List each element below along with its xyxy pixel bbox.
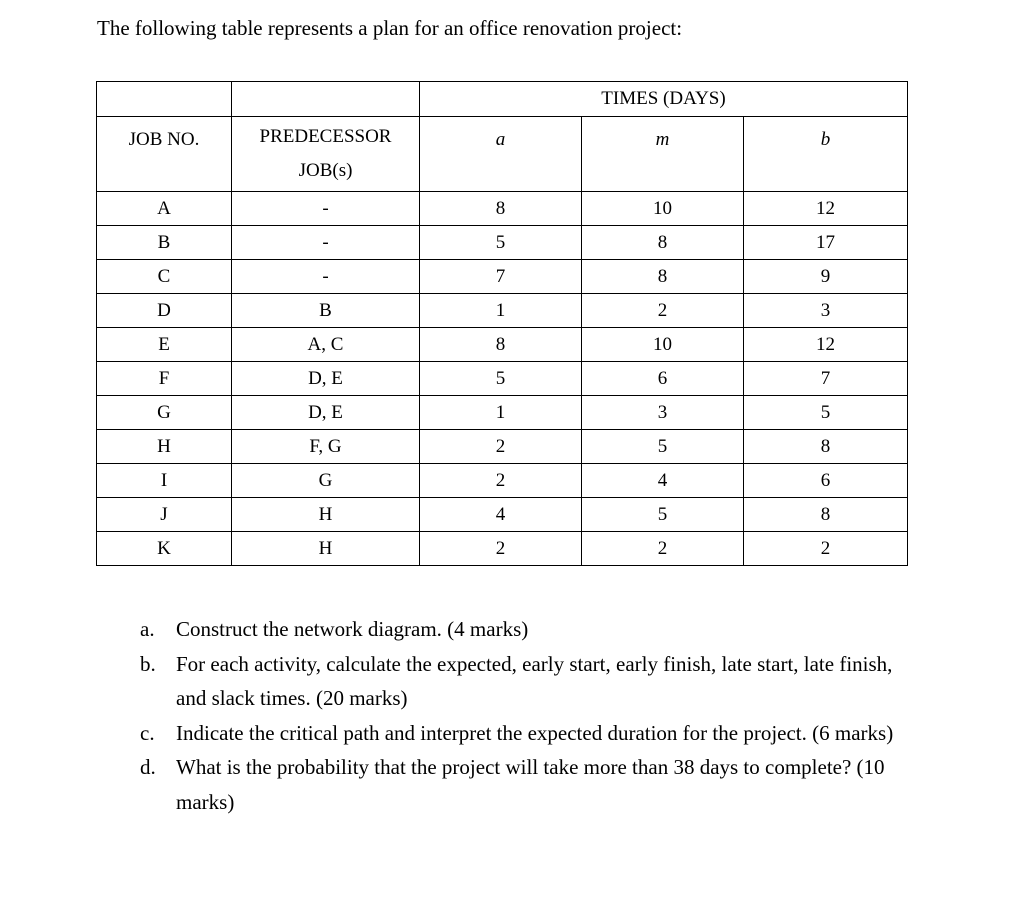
question-item	[140, 647, 910, 716]
job-cell: G	[97, 396, 232, 430]
question-text: Construct the network diagram. (4 marks)	[176, 617, 529, 641]
a-header	[420, 117, 582, 192]
m-cell: 4	[582, 464, 744, 498]
b-cell: 8	[744, 430, 908, 464]
predecessor-cell: -	[232, 192, 420, 226]
b-cell: 2	[744, 532, 908, 566]
job-cell: B	[97, 226, 232, 260]
question-item	[140, 716, 910, 751]
header-blank-job	[97, 82, 232, 117]
table-row	[97, 396, 908, 430]
question-marker: a.	[140, 617, 155, 641]
table-row	[97, 226, 908, 260]
m-cell: 2	[582, 294, 744, 328]
job-cell: A	[97, 192, 232, 226]
predecessor-cell: -	[232, 226, 420, 260]
m-cell: 10	[582, 328, 744, 362]
intro-text: The following table represents a plan for an office renovation project:	[97, 16, 683, 40]
predecessor-cell: B	[232, 294, 420, 328]
b-cell: 12	[744, 328, 908, 362]
a-cell: 8	[420, 192, 582, 226]
b-header-label: b	[820, 129, 831, 150]
table-row	[97, 362, 908, 396]
b-cell: 8	[744, 498, 908, 532]
predecessor-cell: F, G	[232, 430, 420, 464]
m-cell: 6	[582, 362, 744, 396]
a-cell: 5	[420, 362, 582, 396]
predecessor-header-line1: PREDECESSOR	[259, 126, 392, 147]
times-header: TIMES (DAYS)	[420, 82, 908, 117]
a-cell: 7	[420, 260, 582, 294]
job-no-header-label: JOB NO.	[128, 129, 200, 150]
a-cell: 4	[420, 498, 582, 532]
predecessor-header	[232, 117, 420, 192]
m-cell: 3	[582, 396, 744, 430]
question-text: What is the probability that the project will take more than 38 days to complete? (10 marks)	[176, 755, 885, 814]
table-row	[97, 260, 908, 294]
predecessor-cell: G	[232, 464, 420, 498]
table-header-row-times	[97, 82, 908, 117]
a-cell: 1	[420, 294, 582, 328]
job-no-header	[97, 117, 232, 192]
b-header	[744, 117, 908, 192]
b-cell: 17	[744, 226, 908, 260]
job-cell: F	[97, 362, 232, 396]
job-cell: C	[97, 260, 232, 294]
question-text: For each activity, calculate the expected, early start, early finish, late start, late finish, and slack times. (20 marks)	[176, 651, 893, 710]
m-header	[582, 117, 744, 192]
predecessor-header-line2: JOB(s)	[298, 160, 353, 181]
question-item	[140, 750, 910, 819]
predecessor-cell: D, E	[232, 362, 420, 396]
m-cell: 5	[582, 498, 744, 532]
predecessor-cell: H	[232, 532, 420, 566]
a-cell: 2	[420, 430, 582, 464]
b-cell: 12	[744, 192, 908, 226]
a-cell: 2	[420, 464, 582, 498]
m-cell: 8	[582, 260, 744, 294]
m-header-label: m	[655, 129, 670, 150]
predecessor-cell: A, C	[232, 328, 420, 362]
m-cell: 5	[582, 430, 744, 464]
a-cell: 5	[420, 226, 582, 260]
table-row	[97, 328, 908, 362]
predecessor-cell: D, E	[232, 396, 420, 430]
question-item	[140, 612, 910, 647]
m-cell: 10	[582, 192, 744, 226]
b-cell: 7	[744, 362, 908, 396]
table-row	[97, 498, 908, 532]
table-row	[97, 464, 908, 498]
a-cell: 2	[420, 532, 582, 566]
job-cell: I	[97, 464, 232, 498]
job-cell: D	[97, 294, 232, 328]
b-cell: 6	[744, 464, 908, 498]
m-cell: 2	[582, 532, 744, 566]
header-blank-pred	[232, 82, 420, 117]
question-marker: c.	[140, 720, 155, 745]
predecessor-cell: -	[232, 260, 420, 294]
job-cell: H	[97, 430, 232, 464]
question-list	[140, 612, 910, 819]
m-cell: 8	[582, 226, 744, 260]
b-cell: 5	[744, 396, 908, 430]
table-row	[97, 532, 908, 566]
question-text: Indicate the critical path and interpret the expected duration for the project. (6 marks)	[176, 720, 894, 745]
a-header-label: a	[495, 129, 506, 150]
project-plan-table	[96, 81, 908, 566]
job-cell: K	[97, 532, 232, 566]
table-row	[97, 430, 908, 464]
table-row	[97, 192, 908, 226]
b-cell: 3	[744, 294, 908, 328]
question-marker: b.	[140, 651, 156, 676]
predecessor-cell: H	[232, 498, 420, 532]
table-header-row-columns	[97, 117, 908, 192]
a-cell: 1	[420, 396, 582, 430]
job-cell: J	[97, 498, 232, 532]
b-cell: 9	[744, 260, 908, 294]
a-cell: 8	[420, 328, 582, 362]
question-marker: d.	[140, 755, 156, 779]
job-cell: E	[97, 328, 232, 362]
table-row	[97, 294, 908, 328]
